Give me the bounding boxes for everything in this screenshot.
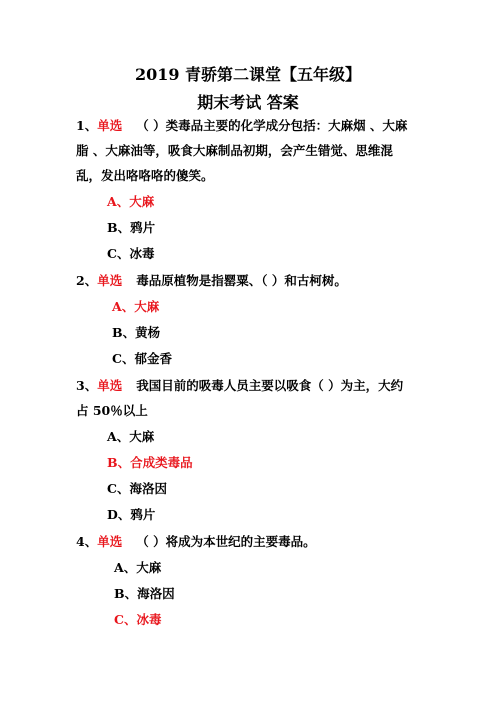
question-number: 4、 [76,534,98,549]
question-1-line-1 [76,118,407,134]
q2-option-c: C、郁金香 [112,351,172,366]
q2-option-a: A、大麻 [112,299,160,314]
question-number: 1、 [76,118,98,133]
q1-option-c: C、冰毒 [107,246,155,261]
q4-option-a: A、大麻 [114,560,162,575]
page-subtitle: 期末考试 答案 [197,93,299,112]
q3-option-b: B、合成类毒品 [107,455,193,470]
question-type: 单选 [97,378,123,393]
q1-option-a: A、大麻 [107,194,155,209]
q1-option-b: B、鸦片 [107,220,156,235]
question-4-line-1 [76,534,316,550]
page-title: 2019 青骄第二课堂【五年级】 [134,65,362,84]
q2-option-b: B、黄杨 [112,325,161,340]
question-type: 单选 [97,118,123,133]
question-text: 毒品原植物是指罂粟、（ ）和古柯树。 [136,273,347,288]
question-3-line-2: 占 50％以上 [76,403,148,418]
question-3-line-1 [76,378,403,394]
question-1-line-2: 脂 、大麻油等，吸食大麻制品初期，会产生错觉、思维混 [76,143,393,158]
question-type: 单选 [97,534,123,549]
q3-option-c: C、海洛因 [107,481,167,496]
question-text: （ ）类毒品主要的化学成分包括：大麻烟 、大麻 [136,118,408,133]
q3-option-d: D、鸦片 [107,507,156,522]
q4-option-c: C、冰毒 [114,612,162,627]
question-number: 3、 [76,378,98,393]
question-2-line-1 [76,273,347,289]
q3-option-a: A、大麻 [107,429,155,444]
q4-option-b: B、海洛因 [114,586,175,601]
question-text: 我国目前的吸毒人员主要以吸食（ ）为主，大约 [136,378,404,393]
question-1-line-3: 乱，发出咯咯咯的傻笑。 [76,168,214,183]
question-text: （ ）将成为本世纪的主要毒品。 [136,534,316,549]
question-number: 2、 [76,273,98,288]
question-type: 单选 [97,273,123,288]
